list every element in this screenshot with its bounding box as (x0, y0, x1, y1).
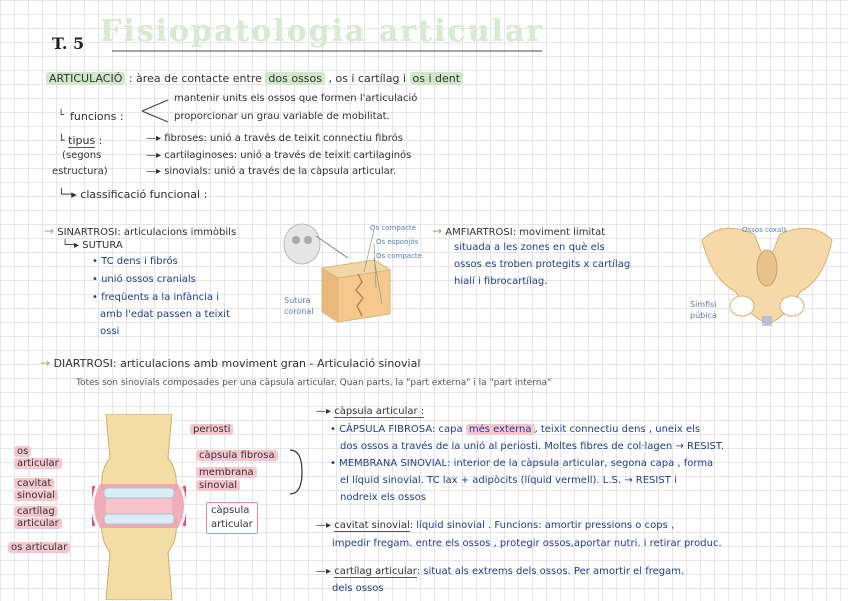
amfiartrosi-line-4: hialí i fibrocartílag. (454, 276, 548, 287)
title-underline (112, 50, 542, 52)
funcions-label: funcions : (70, 110, 124, 123)
definition-text-a: : àrea de contacte entre (128, 72, 262, 85)
suture-label-4: Sutura (284, 296, 311, 305)
tipus-item-2: —▸ cartilaginoses: unió a través de teixit cartilaginós (146, 150, 412, 161)
definition-text-b: , os i cartílag (328, 72, 400, 85)
title-number: T. 5 (52, 34, 85, 53)
page-title: Fisiopatologia articular (100, 14, 545, 49)
label-os-articular-bottom: os articular (8, 542, 70, 553)
label-cavitat: cavitat sinovial (14, 478, 58, 502)
tipus-label: └ tipus : (58, 134, 103, 147)
suture-label-5: coronal (284, 307, 314, 316)
label-capsula-articular: càpsula articular (206, 502, 258, 534)
capsula-fibrosa-line-1: • CÀPSULA FIBROSA: capa més externa , teixit connectiu dens , uneix els (330, 424, 701, 435)
label-capsula-fibrosa: càpsula fibrosa (196, 450, 278, 461)
sutura-label: └─▸ SUTURA (62, 240, 123, 251)
classificacio-label: └─▸ classificació funcional : (58, 188, 208, 201)
capsula-title: —▸ càpsula articular : (316, 406, 425, 417)
sinartrosi-item-4: amb l'edat passen a teixit (100, 309, 230, 320)
tipus-item-1: —▸ fibroses: unió a través de teixit connectiu fibrós (146, 133, 404, 144)
capsula-fibrosa-line-2: dos ossos a través de la unió al periosti. Moltes fibres de col·lagen → RESIST. (340, 441, 725, 452)
diartrosi-sub: Totes son sinovials composades per una càpsula articular. Quan parts, la "part externa" i la "part interna" (76, 378, 552, 388)
suture-label-3: Os compacte (376, 252, 422, 260)
cavitat-line-2: impedir fregam. entre els ossos , protegir ossos,aportar nutri. i retirar produc. (332, 538, 722, 549)
funcions-item-1: mantenir units els ossos que formen l'articulació (174, 93, 418, 104)
amfiartrosi-title: → AMFIARTROSI: moviment limitat (432, 224, 606, 238)
capsula-sinovial-line-1: • MEMBRANA SINOVIAL: interior de la càpsula articular, segona capa , forma (330, 458, 714, 469)
sinartrosi-item-3: • freqüents a la infància i (92, 292, 219, 303)
sinartrosi-item-5: ossi (100, 326, 120, 337)
funcions-arrow: └ (58, 110, 65, 121)
label-periosti: periosti (190, 424, 233, 435)
funcions-item-2: proporcionar un grau variable de mobilitat. (174, 111, 390, 122)
tipus-sub-2: estructura) (52, 166, 108, 177)
suture-label-1: Os compacte (370, 224, 416, 232)
amfiartrosi-line-2: situada a les zones en què els (454, 242, 605, 253)
sinartrosi-title: → SINARTROSI: articulacions immòbils (44, 224, 237, 238)
label-membrana: membrana sinovial (196, 466, 257, 492)
tipus-item-3: —▸ sinovials: unió a través de la càpsula articular. (146, 166, 397, 177)
tipus-sub-1: (segons (62, 150, 102, 161)
cartilag-line-2: dels ossos (332, 583, 384, 594)
diartrosi-title: → DIARTROSI: articulacions amb moviment gran - Articulació sinovial (40, 356, 421, 370)
capsula-sinovial-line-2: el líquid sinovial. TC lax + adipòcits (líquid vermell). L.S. → RESIST i (340, 475, 677, 486)
definition-text-c: i (402, 72, 406, 85)
suture-label-2: Os esponjós (376, 238, 419, 246)
sinartrosi-item-2: • unió ossos cranials (92, 274, 196, 285)
definition-highlight-1: dos ossos (265, 72, 325, 85)
definition-term: ARTICULACIÓ (46, 72, 125, 85)
pelvis-label-3: púbica (690, 311, 717, 320)
definition-line (46, 72, 463, 85)
capsula-brace (288, 448, 306, 498)
funcions-brace (140, 96, 172, 126)
amfiartrosi-line-3: ossos es troben protegits x cartílag (454, 259, 631, 270)
label-os-articular-top: os articular (14, 446, 62, 470)
cavitat-line-1: —▸ cavitat sinovial: líquid sinovial . Funcions: amortir pressions o cops , (316, 520, 675, 531)
pelvis-label-1: Ossos coxals (742, 226, 787, 234)
definition-highlight-2: os i dent (410, 72, 464, 85)
capsula-sinovial-line-3: nodreix els ossos (340, 492, 426, 503)
sinartrosi-item-1: • TC dens i fibrós (92, 256, 178, 267)
pelvis-label-2: Símfisi (690, 300, 717, 309)
joint-figure (92, 414, 186, 600)
cartilag-line-1: —▸ cartílag articular: situat als extrems dels ossos. Per amortir el fregam. (316, 566, 685, 577)
label-cartilag: cartílag articular (14, 506, 62, 530)
